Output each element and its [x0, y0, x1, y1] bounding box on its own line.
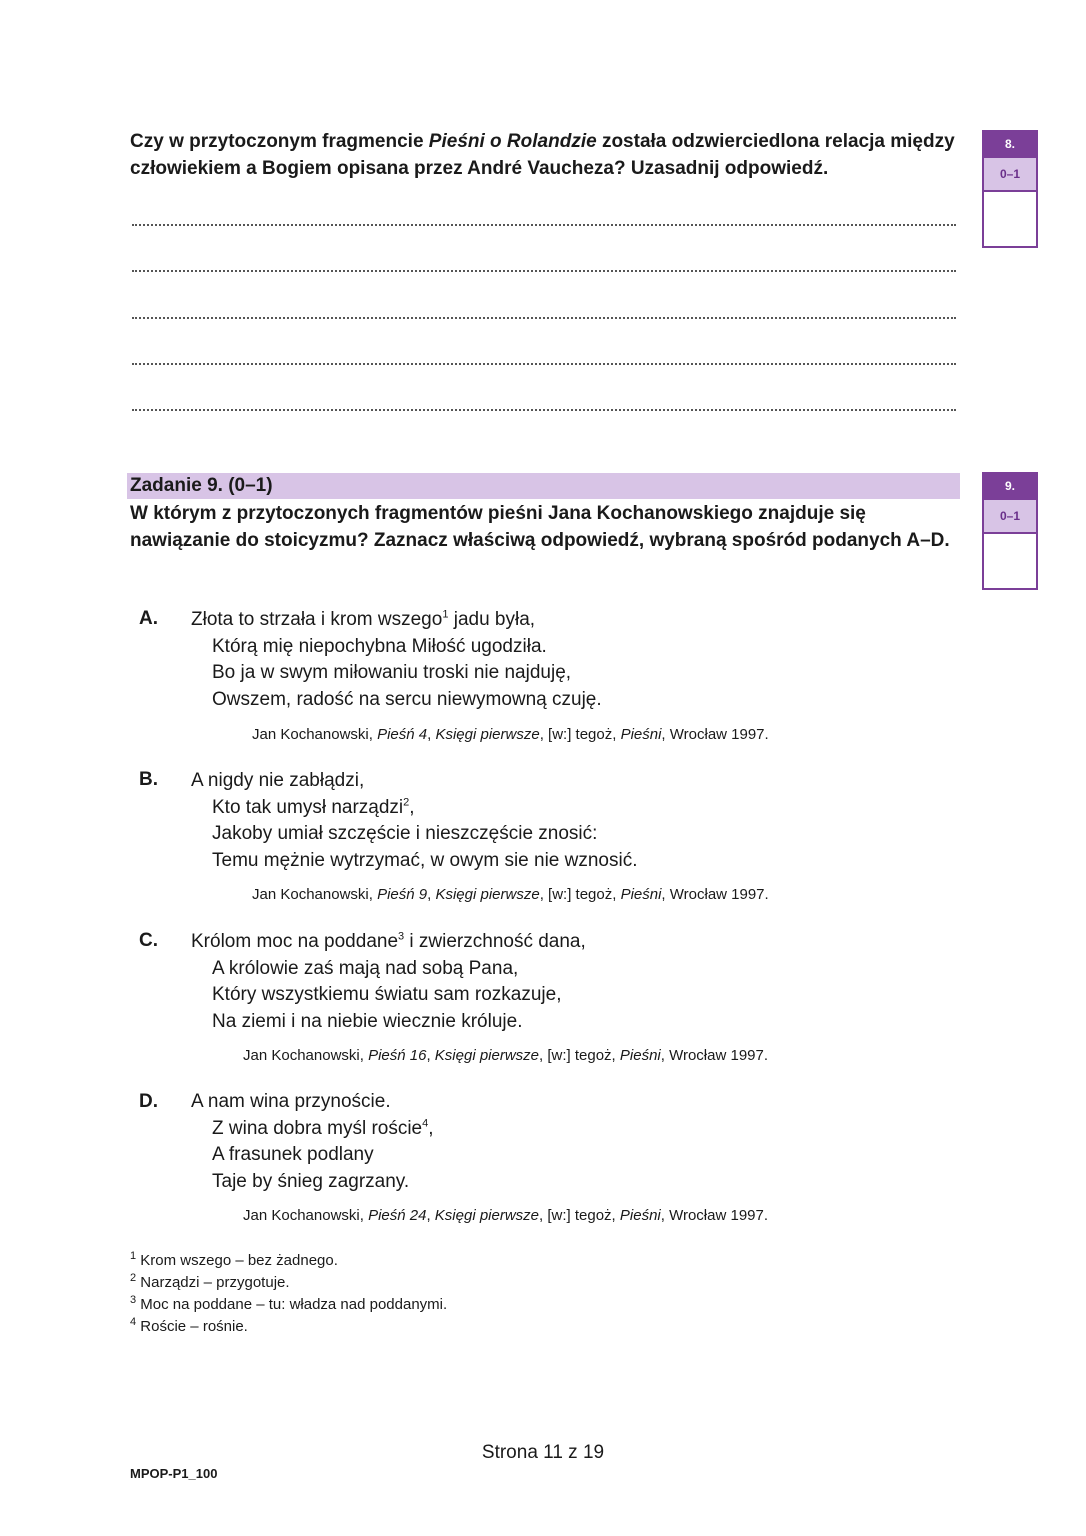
task8-question: [130, 128, 960, 182]
answer-line[interactable]: [132, 317, 956, 319]
score-box-points: 0–1: [984, 498, 1036, 534]
verse-line-text: Z wina dobra myśl roście: [212, 1117, 423, 1139]
footnote: $^4$ Roście – rośnie.: [130, 1316, 248, 1335]
option-b-source: Jan Kochanowski, Pieśń 9, Księgi pierwsze, [w:] tegoż, Pieśni, Wrocław 1997.: [252, 886, 769, 903]
verse-line: Temu mężnie wytrzymać, w owym sie nie wznosić.: [212, 849, 638, 871]
verse-line: [191, 607, 602, 634]
option-d-letter[interactable]: D.: [139, 1091, 158, 1112]
option-d-source: Jan Kochanowski, Pieśń 24, Księgi pierwsze, [w:] tegoż, Pieśni, Wrocław 1997.: [243, 1207, 769, 1224]
verse-line: Który wszystkiemu światu sam rozkazuje,: [212, 984, 562, 1005]
verse-line-tail: ,: [428, 1117, 434, 1139]
verse-line-text: Królom moc na poddane: [191, 931, 399, 952]
verse-line: Owszem, radość na sercu niewymowną czuję.: [212, 688, 602, 710]
option-c-source: Jan Kochanowski, Pieśń 16, Księgi pierwsze, [w:] tegoż, Pieśni, Wrocław 1997.: [243, 1047, 769, 1064]
footnote-ref: 3: [398, 930, 405, 943]
verse-line: A królowie zaś mają nad sobą Pana,: [212, 957, 519, 979]
verse-line: Którą mię niepochybna Miłość ugodziła.: [212, 635, 547, 657]
task8-question-text-end: została odzwierciedlona relacja między człowiekiem a Bogiem opisana przez André Vaucheza? Uzasadnij odpowiedź.: [130, 131, 955, 179]
score-box-number: 9.: [984, 474, 1036, 498]
option-a-verse: [191, 607, 602, 713]
score-box-field[interactable]: [984, 192, 1036, 246]
option-c-verse: [191, 929, 586, 1035]
answer-line[interactable]: [132, 270, 956, 272]
task8-question-title: Pieśni o Rolandzie: [428, 131, 597, 152]
verse-line-tail: i zwierzchność dana,: [404, 931, 586, 952]
task8-question-text-start: Czy w przytoczonym fragmencie: [130, 131, 429, 152]
score-box-number: 8.: [984, 132, 1036, 156]
page-number: Strona 11 z 19: [481, 1442, 605, 1463]
score-box-points: 0–1: [984, 156, 1036, 192]
score-box-task8: [982, 130, 1038, 248]
footnote-ref: 4: [422, 1117, 429, 1130]
footnote-ref: 2: [403, 796, 410, 809]
option-c-letter[interactable]: C.: [139, 930, 158, 951]
option-a-letter[interactable]: A.: [139, 608, 158, 629]
answer-line[interactable]: [132, 409, 956, 411]
option-b-letter[interactable]: B.: [139, 769, 158, 790]
option-a-source: Jan Kochanowski, Pieśń 4, Księgi pierwsze, [w:] tegoż, Pieśni, Wrocław 1997.: [252, 726, 769, 743]
verse-line: Taje by śnieg zagrzany.: [212, 1170, 410, 1192]
verse-line-text: Złota to strzała i krom wszego: [191, 609, 443, 630]
verse-line: A nam wina przynoście.: [191, 1091, 391, 1112]
verse-line: A frasunek podlany: [212, 1144, 374, 1165]
answer-line[interactable]: [132, 363, 956, 365]
option-d-verse: [191, 1089, 434, 1195]
verse-line: Jakoby umiał szczęście i nieszczęście znosić:: [212, 823, 598, 844]
verse-line: A nigdy nie zabłądzi,: [191, 770, 365, 791]
verse-line: Bo ja w swym miłowaniu troski nie najduję,: [212, 662, 572, 683]
answer-line[interactable]: [132, 224, 956, 226]
task9-header: Zadanie 9. (0–1): [127, 473, 960, 499]
verse-line: [191, 929, 586, 956]
footnote-ref: 1: [442, 608, 449, 621]
score-box-field[interactable]: [984, 534, 1036, 588]
score-box-task9: [982, 472, 1038, 590]
verse-line: Na ziemi i na niebie wiecznie króluje.: [212, 1010, 523, 1032]
verse-line-tail: ,: [409, 796, 415, 818]
exam-code: MPOP-P1_100: [130, 1466, 218, 1481]
option-b-verse: [191, 768, 638, 874]
footnote: $^2$ Narządzi – przygotuje.: [130, 1272, 290, 1291]
footnote: $^1$ Krom wszego – bez żadnego.: [130, 1250, 338, 1269]
footnote: $^3$ Moc na poddane – tu: władza nad poddanymi.: [130, 1294, 448, 1313]
verse-line: [191, 795, 638, 822]
verse-line-text: Kto tak umysł narządzi: [212, 796, 404, 818]
verse-line: [191, 1116, 434, 1143]
task9-question: W którym z przytoczonych fragmentów pieśni Jana Kochanowskiego znajduje się nawiązanie do stoicyzmu? Zaznacz właściwą odpowiedź, wybraną spośród podanych A–D.: [130, 503, 950, 551]
verse-line-tail: jadu była,: [448, 609, 536, 630]
